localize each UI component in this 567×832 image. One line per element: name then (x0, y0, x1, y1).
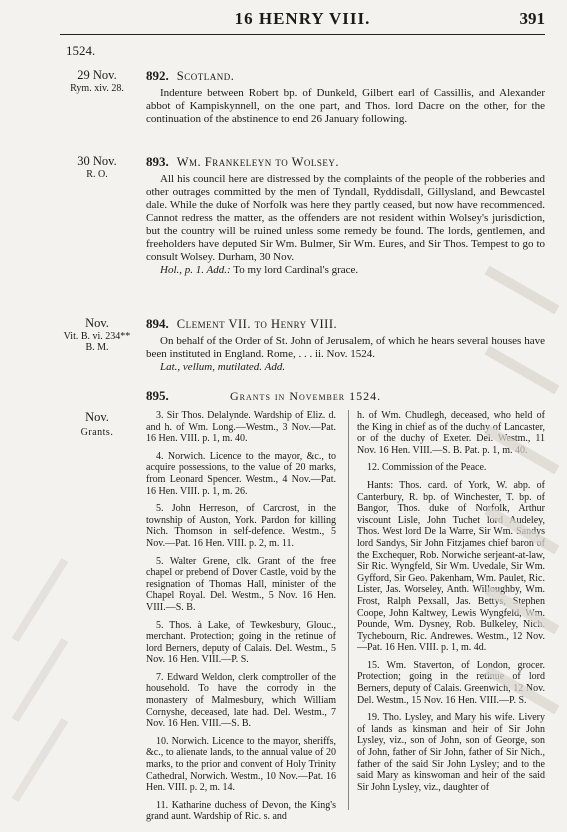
entry-body (146, 154, 545, 277)
entry-note-italic: Hol., p. 1. Add.: (160, 264, 231, 276)
entry-note (146, 264, 545, 277)
entry-date: 30 Nov. (77, 154, 117, 168)
entry-title: Clement VII. to Henry VIII. (176, 317, 338, 331)
entry-margin (60, 154, 134, 180)
entry-margin (60, 68, 134, 94)
watermark-graphic (10, 520, 70, 820)
entry-margin (60, 316, 134, 353)
grant-item: Hants: Thos. card. of York, W. abp. of Canterbury, R. bp. of Winchester, T. bp. of Bangor, Thos. duke of Norfolk, Arthur viscount Lisle, John Tuchet lord Audeley, Thos. West lord De la Warre, Sir Wm. Sandys lord Sandys, Sir John Fitzjames chief baron of the Exchequer, Rob. Norwiche serjeant-at-law, Sir Ric. Wyngfeld, Sir Wm. Uvedale, Sir Wm. Gyfford, Sir Geo. Pakenham, Wm. Paulet, Ric. Lister, Jas. Worseley, Anth. Willoughby, Wm. Frost, Ralph Pexsall, Jas. Bettys, Stephen Coope, John Kaltwey, Lewis Wyngfeld, Wm. Pounde, Wm. Dysney, Rob. Bulkeley, Nich. Tychebourn, Ric. Andrewes. Westm., 12 Nov.—Pat. 16 Hen. VIII. p. 1, m. 4d. (357, 479, 545, 654)
entry-note-italic: Lat., vellum, mutilated. Add. (160, 361, 286, 373)
entry-note-text: To my lord Cardinal's grace. (233, 264, 359, 276)
grant-item: 7. Edward Weldon, clerk comptroller of the household. To have the corrody in the monastery of Malmesbury, which William Cornyshe, deceased, late had. Del. Westm., 7 Nov. 16 Hen. VIII.—S. B. (146, 671, 336, 730)
year-marker: 1524. (66, 43, 96, 58)
grants-right-column (357, 410, 545, 799)
grants-date: Nov. (85, 410, 109, 424)
grants-label: Grants. (80, 427, 114, 438)
grants-margin (60, 410, 134, 438)
entry-number: 894. (146, 316, 169, 331)
grant-item: 15. Wm. Staverton, of London, grocer. Protection; going in the retinue of lord Berners, deputy of Calais. Greenwich, 12 Nov. Del. Westm., 15 Nov. 16 Hen. VIII.—P. S. (357, 659, 545, 706)
grant-item: 19. Tho. Lysley, and Mary his wife. Livery of lands as kinsman and heir of Sir John Lysley, viz., son of John, son of George, son of John, father of Sir John, father of Sir Nich., father of the said Sir John Lysley; and to the said Mary as kinswoman and heir of the said Sir John Lysley, viz., daughter of (357, 712, 545, 793)
watermark-image (10, 520, 70, 820)
entry-date: Nov. (85, 316, 109, 330)
entry-date: 29 Nov. (77, 68, 117, 82)
entry-heading (146, 154, 545, 170)
entry-source: R. O. (86, 169, 108, 180)
entry-title: Scotland. (176, 69, 235, 83)
page-number: 391 (519, 9, 545, 28)
grant-item: 4. Norwich. Licence to the mayor, &c., to acquire possessions, to the value of 20 marks, from Leonard Spencer. Westm., 4 Nov.—Pat. 16 Hen. VIII. p. 1, m. 26. (146, 450, 336, 497)
grant-item: 12. Commission of the Peace. (367, 462, 487, 474)
column-divider (348, 410, 349, 810)
entry-body (146, 68, 545, 126)
entry-note (146, 361, 545, 374)
page-header (60, 4, 545, 35)
entry-body (146, 316, 545, 374)
grant-item: 10. Norwich. Licence to the mayor, sheriffs, &c., to alienate lands, to the annual value of 20 marks, to the prior and convent of Holy Trinity Cathedral, Norwich. Westm., 10 Nov.—Pat. 16 Hen. VIII. p. 2, m. 14. (146, 735, 336, 794)
entry-text: Indenture between Robert bp. of Dunkeld, Gilbert earl of Cassillis, and Alexander abbot of Kampiskynnell, on the one part, and Thos. lord Dacre on the other, for the continuation of the abstinence to end 26 January following. (146, 87, 545, 125)
entry-source: Rym. xiv. 28. (70, 83, 124, 94)
entry-number: 892. (146, 68, 169, 83)
grants-title: Grants in November 1524. (230, 389, 382, 403)
grant-item: 3. Sir Thos. Delalynde. Wardship of Eliz. d. and h. of Wm. Long.—Westm., 3 Nov.—Pat. 16 Hen. VIII. p. 1, m. 40. (146, 410, 336, 445)
entry-text: All his council here are distressed by the complaints of the people of the robberies and other outrages committed by the men of Tyndall, Ryddisdall, Gillysland, and Bewcastel dale. While the duke of Norfolk was here they partly ceased, but now have recommenced. Cannot redress the matter, as the offenders are not resident within Wolsey's jurisdiction, but the country will be ruined unless some remedy be found. The lords, gentlemen, and freeholders have deputed Sir Wm. Bulmer, Sir Wm. Eures, and Sir Thos. Tempest to go to consult Wolsey. Durham, 30 Nov. (146, 173, 545, 263)
grants-number: 895. (146, 388, 169, 403)
entry-number: 893. (146, 154, 169, 169)
grant-item: h. of Wm. Chudlegh, deceased, who held of the King in chief as of the duchy of Lancaster, or of the duchy of Exeter. Del. Westm., 11 Nov. 16 Hen. VIII.—S. B. Pat. p. 1, m. 40. (357, 410, 545, 456)
grants-left-column (146, 410, 336, 829)
entry-text: On behalf of the Order of St. John of Jerusalem, of which he hears several houses have been instituted in England. Rome, . . . ii. Nov. 1524. (146, 335, 545, 360)
entry-source: Vit. B. vi. 234** B. M. (63, 331, 131, 353)
entry-heading (146, 68, 545, 84)
grant-item: 5. Walter Grene, clk. Grant of the free chapel or prebend of Dover Castle, void by the resignation of Thomas Hall, minister of the Chapel Royal. Del. Westm., 5 Nov. 16 Hen. VIII.—S. B. (146, 555, 336, 613)
entry-title: Wm. Frankeleyn to Wolsey. (176, 155, 340, 169)
grant-item: 5. John Herreson, of Carcrost, in the township of Auston, York. Pardon for killing Nich. Thomson in self-defence. Westm., 5 Nov.—Pat. 16 Hen. VIII. p. 2, m. 11. (146, 503, 336, 549)
entry-heading (146, 316, 545, 332)
grant-item: 11. Katharine duchess of Devon, the King's grand aunt. Wardship of Ric. s. and (146, 799, 336, 823)
running-title: 16 HENRY VIII. (234, 9, 371, 28)
grant-item: 5. Thos. à Lake, of Tewkesbury, Glouc., merchant. Protection; going in the retinue of lord Berners, deputy of Calais. Del. Westm., 5 Nov. 16 Hen. VIII.—P. S. (146, 619, 336, 666)
